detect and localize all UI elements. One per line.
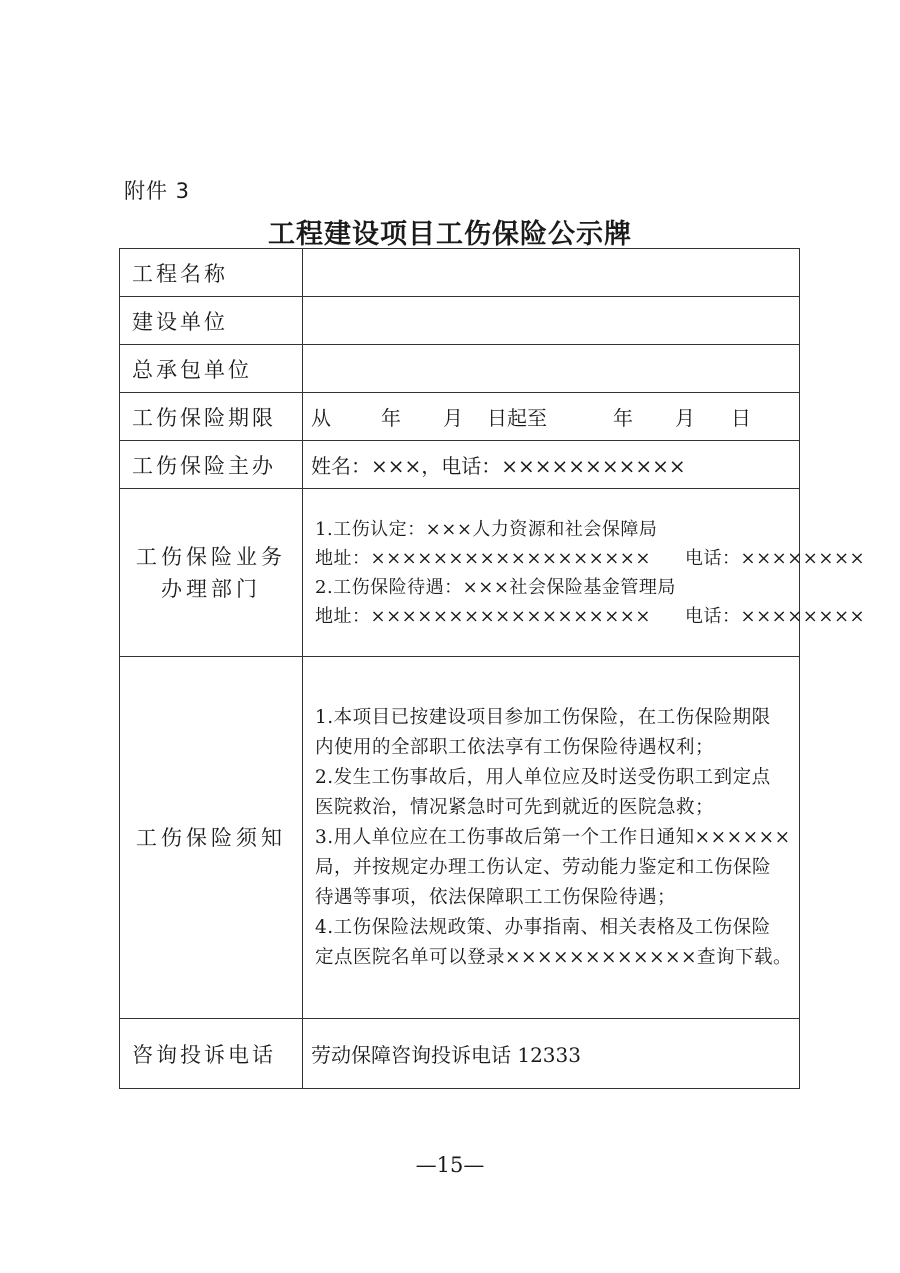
complaint-hotline-label: 咨询投诉电话 [120, 1019, 303, 1089]
row-insurance-period [120, 393, 800, 441]
notice-line: 待遇等事项，依法保障职工工伤保险待遇； [315, 886, 677, 908]
insurance-department-label-line1: 工伤保险业务 [136, 544, 286, 569]
notice-line: 2.发生工伤事故后，用人单位应及时送受伤职工到定点 [315, 766, 771, 788]
department-item-2-contact [315, 602, 866, 631]
row-complaint-hotline [120, 1019, 800, 1089]
insurance-notice-label: 工伤保险须知 [120, 657, 303, 1019]
notice-line: 定点医院名单可以登录××××××××××××查询下载。 [315, 946, 793, 968]
general-contractor-value [303, 345, 800, 393]
insurance-department-value [303, 489, 866, 657]
notice-line: 局，并按规定办理工伤认定、劳动能力鉴定和工伤保险 [315, 856, 772, 878]
period-end-month: 月 [675, 406, 695, 430]
project-name-value [303, 249, 800, 297]
period-from: 从 [311, 406, 331, 430]
notice-line: 1.本项目已按建设项目参加工伤保险，在工伤保险期限 [315, 706, 771, 728]
insurance-department-label-line2: 办理部门 [161, 576, 261, 601]
insurance-period-value [303, 393, 800, 441]
insurance-department-label [120, 489, 303, 657]
row-insurance-contact [120, 441, 800, 489]
row-project-name [120, 249, 800, 297]
project-name-label: 工程名称 [120, 249, 303, 297]
insurance-contact-value: 姓名：×××，电话：××××××××××× [303, 441, 800, 489]
insurance-contact-label: 工伤保险主办 [120, 441, 303, 489]
notice-line: 3.用人单位应在工伤事故后第一个工作日通知×××××× [315, 826, 791, 848]
department-item-2-phone: 电话：×××××××× [684, 605, 866, 627]
row-insurance-notice [120, 657, 800, 1019]
notice-board-table [119, 248, 866, 1089]
row-construction-unit [120, 297, 800, 345]
complaint-hotline-value: 劳动保障咨询投诉电话 12333 [303, 1019, 800, 1089]
attachment-label: 附件 3 [124, 179, 191, 203]
period-end-day: 日 [731, 406, 751, 430]
insurance-period-label: 工伤保险期限 [120, 393, 303, 441]
row-insurance-department [120, 489, 800, 657]
department-item-2-address: 地址：×××××××××××××××××× [315, 605, 651, 627]
department-item-1-contact [315, 544, 866, 573]
notice-line: 医院救治，情况紧急时可先到就近的医院急救； [315, 796, 715, 818]
notice-line: 内使用的全部职工依法享有工伤保险待遇权利； [315, 736, 715, 758]
period-start-day-to: 日起至 [487, 406, 547, 430]
insurance-notice-value [303, 657, 800, 1019]
page-number: —15— [415, 1153, 485, 1177]
department-item-2: 2.工伤保险待遇：×××社会保险基金管理局 [315, 576, 676, 598]
construction-unit-label: 建设单位 [120, 297, 303, 345]
department-item-1-address: 地址：×××××××××××××××××× [315, 547, 651, 569]
construction-unit-value [303, 297, 800, 345]
document-title: 工程建设项目工伤保险公示牌 [268, 219, 632, 250]
notice-line: 4.工伤保险法规政策、办事指南、相关表格及工伤保险 [315, 916, 771, 938]
department-item-1: 1.工伤认定：×××人力资源和社会保障局 [315, 518, 658, 540]
period-start-year: 年 [381, 406, 401, 430]
general-contractor-label: 总承包单位 [120, 345, 303, 393]
period-start-month: 月 [443, 406, 463, 430]
row-general-contractor [120, 345, 800, 393]
department-item-1-phone: 电话：×××××××× [684, 547, 866, 569]
period-end-year: 年 [613, 406, 633, 430]
